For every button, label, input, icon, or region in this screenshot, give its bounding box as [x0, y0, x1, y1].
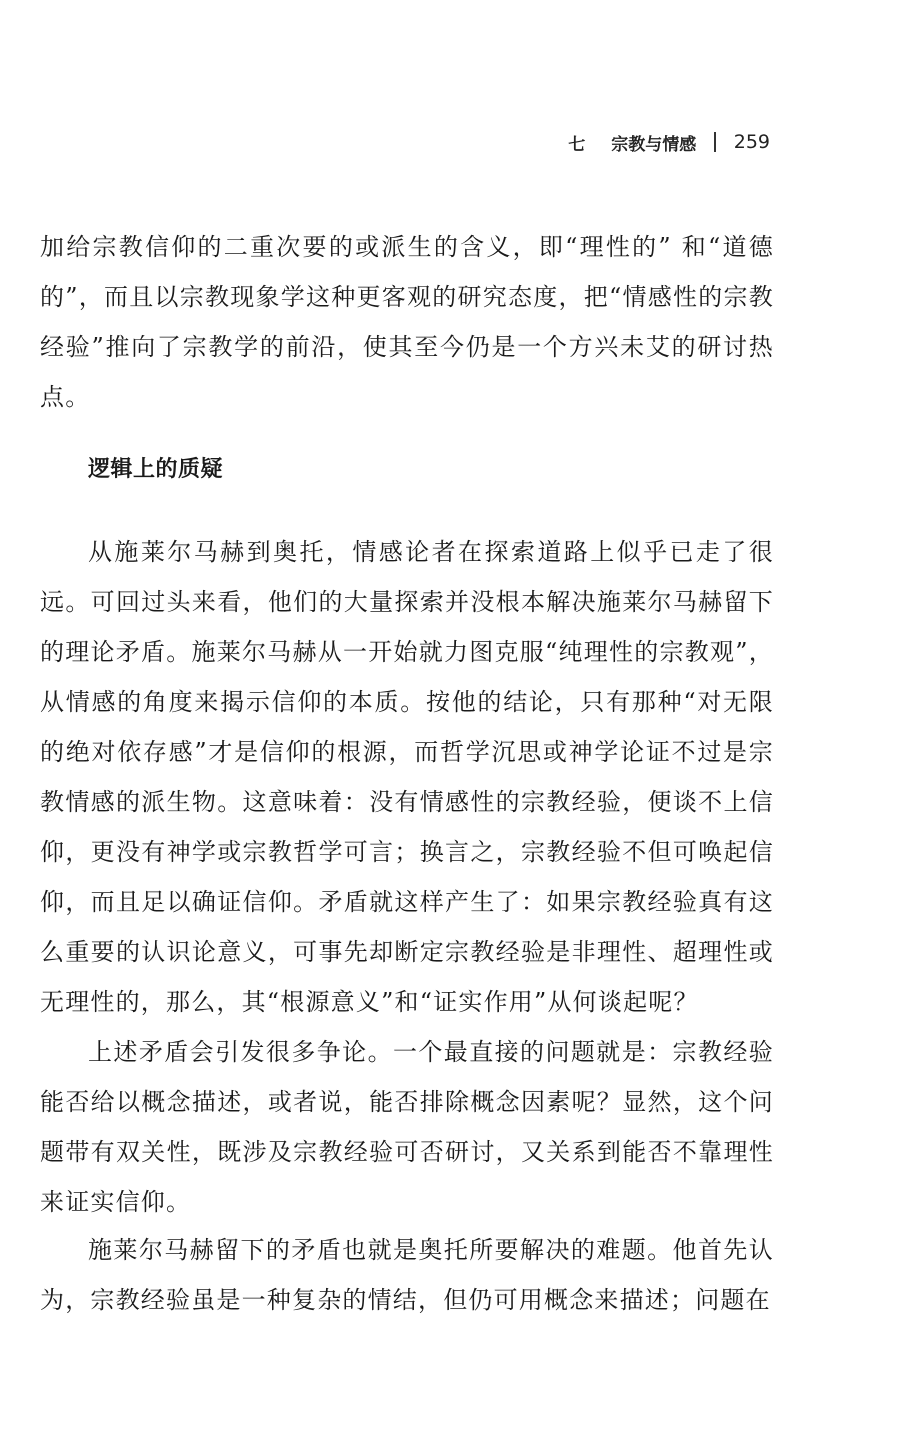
running-head: [568, 126, 770, 158]
chapter-title: 宗教与情感: [611, 134, 697, 155]
chapter-number: 七: [568, 134, 586, 155]
paragraph: 上述矛盾会引发很多争论。一个最直接的问题就是：宗教经验能否给以概念描述，或者说，能否排除概念因素呢？显然，这个问题带有双关性，既涉及宗教经验可否研讨，又关系到能否不靠理性来证实信仰。: [40, 1038, 774, 1216]
paragraph: 从施莱尔马赫到奥托，情感论者在探索道路上似乎已走了很远。可回过头来看，他们的大量探索并没根本解决施莱尔马赫留下的理论矛盾。施莱尔马赫从一开始就力图克服“纯理性的宗教观”，从情感的角度来揭示信仰的本质。按他的结论，只有那种“对无限的绝对依存感”才是信仰的根源，而哲学沉思或神学论证不过是宗教情感的派生物。这意味着：没有情感性的宗教经验，便谈不上信仰，更没有神学或宗教哲学可言；换言之，宗教经验不但可唤起信仰，而且足以确证信仰。矛盾就这样产生了：如果宗教经验真有这么重要的认识论意义，可事先却断定宗教经验是非理性、超理性或无理性的，那么，其“根源意义”和“证实作用”从何谈起呢？: [40, 538, 774, 1016]
paragraph-continued: 加给宗教信仰的二重次要的或派生的含义，即“理性的” 和“道德的”，而且以宗教现象学这种更客观的研究态度，把“情感性的宗教经验”推向了宗教学的前沿，使其至今仍是一个方兴未艾的研讨热点。: [40, 233, 774, 411]
paragraph: 施莱尔马赫留下的矛盾也就是奥托所要解决的难题。他首先认为，宗教经验虽是一种复杂的情结，但仍可用概念来描述；问题在: [40, 1236, 774, 1314]
section-heading: 逻辑上的质疑: [88, 457, 224, 482]
header-divider: [714, 132, 716, 152]
page-number: 259: [733, 131, 770, 153]
